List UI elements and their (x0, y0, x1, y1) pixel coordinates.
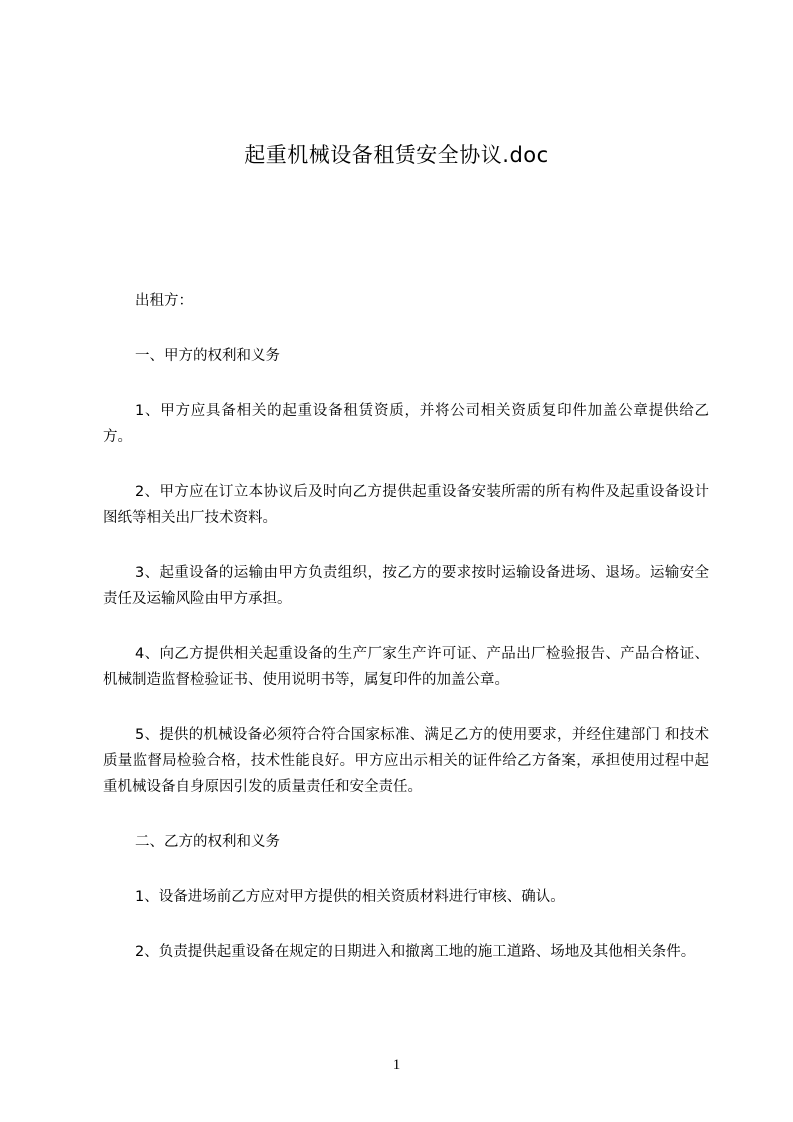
document-body (103, 288, 709, 991)
clause-b-2: 2、负责提供起重设备在规定的日期进入和撤离工地的施工道路、场地及其他相关条件。 (135, 944, 696, 960)
clause-b-1: 1、设备进场前乙方应对甲方提供的相关资质材料进行审核、确认。 (135, 889, 565, 905)
clause-a-1: 1、甲方应具备相关的起重设备租赁资质，并将公司相关资质复印件加盖公章提供给乙方。 (103, 403, 709, 445)
document-title: 起重机械设备租赁安全协议.doc (244, 143, 549, 167)
clause-a-5: 5、提供的机械设备必须符合符合国家标准、满足乙方的使用要求，并经住建部门 和技术质量监督局检验合格，技术性能良好。甲方应出示相关的证件给乙方备案，承担使用过程中起重机械设备自身原因引发的质量责任和安全责任。 (103, 727, 709, 795)
clause-a-2: 2、甲方应在订立本协议后及时向乙方提供起重设备安装所需的所有构件及起重设备设计图纸等相关出厂技术资料。 (103, 484, 709, 526)
section-heading-party-b: 二、乙方的权利和义务 (135, 834, 280, 850)
clause-a-4: 4、向乙方提供相关起重设备的生产厂家生产许可证、产品出厂检验报告、产品合格证、机械制造监督检验证书、使用说明书等，属复印件的加盖公章。 (103, 646, 709, 688)
lessor-label: 出租方： (135, 293, 193, 309)
page-number: 1 (392, 1057, 401, 1073)
section-heading-party-a: 一、甲方的权利和义务 (135, 348, 280, 364)
clause-a-3: 3、起重设备的运输由甲方负责组织，按乙方的要求按时运输设备进场、退场。运输安全责任及运输风险由甲方承担。 (103, 565, 709, 607)
